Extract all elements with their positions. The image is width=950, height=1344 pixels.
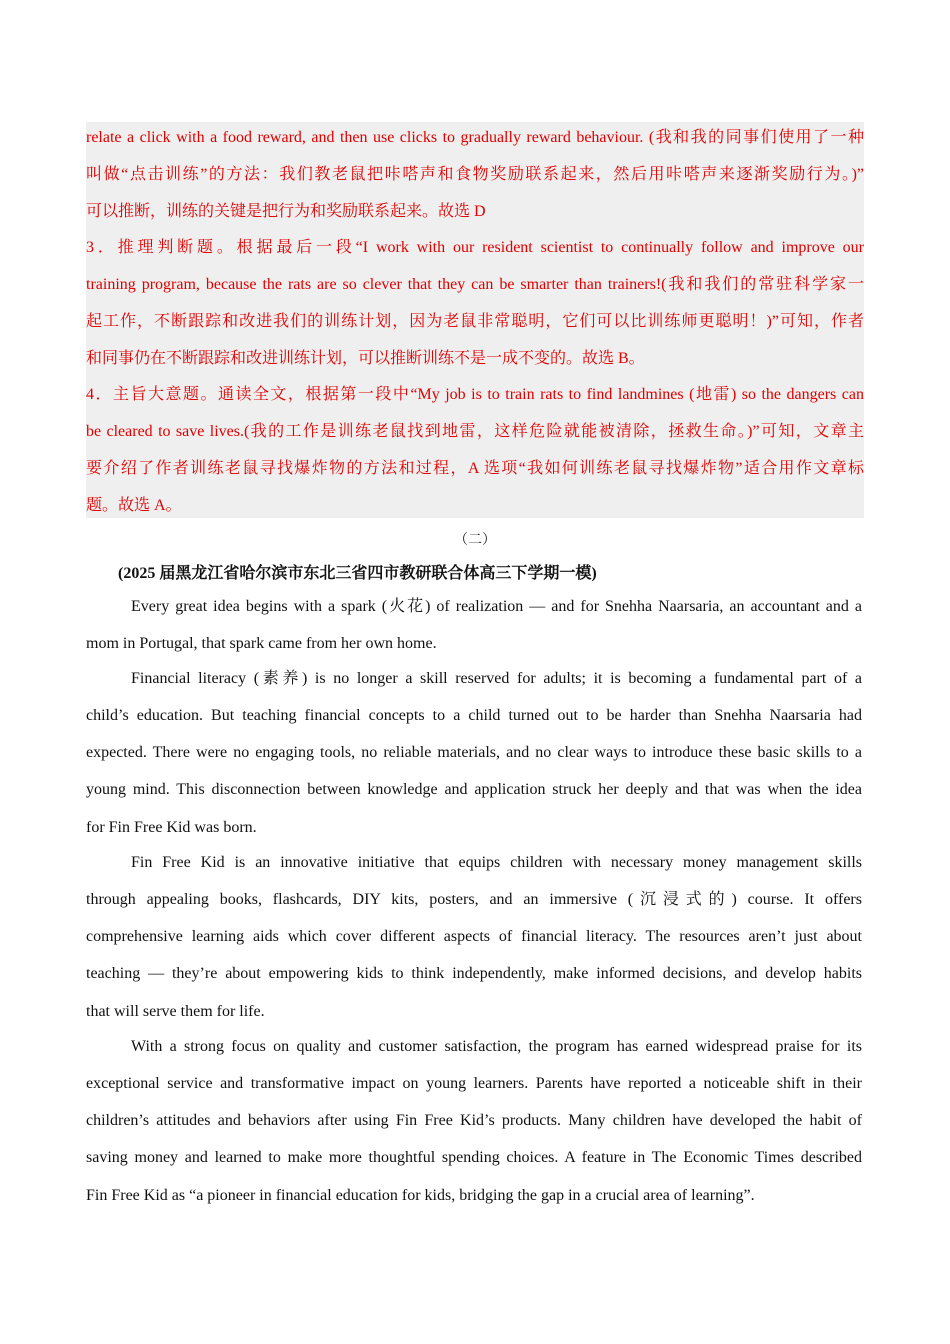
answer-line: 3．推理判断题。根据最后一段“I work with our resident scientist to continually follow and improve our bbox=[86, 239, 864, 256]
answer-line: 起工作，不断跟踪和改进我们的训练计划，因为老鼠非常聪明，它们可以比训练师更聪明！)”可知，作者 bbox=[86, 313, 864, 330]
passage-line: Fin Free Kid is an innovative initiative that equips children with necessary money management skills bbox=[131, 854, 862, 871]
passage-line: children’s attitudes and behaviors after using Fin Free Kid’s products. Many children have developed the habit of bbox=[86, 1112, 862, 1129]
passage-line: teaching — they’re about empowering kids to think independently, make informed decisions, and develop habits bbox=[86, 965, 862, 982]
answer-line: 和同事仍在不断跟踪和改进训练计划，可以推断训练不是一成不变的。故选 B。 bbox=[86, 350, 645, 367]
passage-line: for Fin Free Kid was born. bbox=[86, 819, 257, 836]
answer-line: 4．主旨大意题。通读全文，根据第一段中“My job is to train rats to find landmines (地雷) so the dangers can bbox=[86, 386, 864, 403]
passage-line: Financial literacy (素养) is no longer a skill reserved for adults; it is becoming a fundamental part of a bbox=[131, 670, 862, 687]
passage-line: through appealing books, flashcards, DIY kits, posters, and an immersive (沉浸式的) course. It offers bbox=[86, 891, 862, 908]
passage-line: young mind. This disconnection between knowledge and application struck her deeply and that was when the idea bbox=[86, 781, 862, 798]
answer-line: training program, because the rats are so clever that they can be smarter than trainers!(我和我们的常驻科学家一 bbox=[86, 276, 864, 293]
answer-line: 可以推断，训练的关键是把行为和奖励联系起来。故选 D bbox=[86, 203, 486, 220]
passage-line: child’s education. But teaching financial concepts to a child turned out to be harder than Snehha Naarsaria had bbox=[86, 707, 862, 724]
answer-line: be cleared to save lives.(我的工作是训练老鼠找到地雷，这样危险就能被清除，拯救生命。)”可知，文章主 bbox=[86, 423, 864, 440]
section-marker: （二） bbox=[454, 533, 496, 548]
passage-line: Every great idea begins with a spark (火花) of realization — and for Snehha Naarsaria, an accountant and a bbox=[131, 598, 862, 615]
answer-line: relate a click with a food reward, and then use clicks to gradually reward behaviour. (我和我的同事们使用了一种 bbox=[86, 129, 864, 146]
passage-line: mom in Portugal, that spark came from her own home. bbox=[86, 635, 437, 652]
passage-line: that will serve them for life. bbox=[86, 1003, 265, 1020]
answer-line: 叫做“点击训练”的方法：我们教老鼠把咔嗒声和食物奖励联系起来，然后用咔嗒声来逐渐奖励行为。)” bbox=[86, 166, 864, 183]
passage-line: With a strong focus on quality and customer satisfaction, the program has earned widespread praise for its bbox=[131, 1038, 862, 1055]
passage-line: Fin Free Kid as “a pioneer in financial education for kids, bridging the gap in a crucial area of learning”. bbox=[86, 1187, 755, 1204]
answer-line: 题。故选 A。 bbox=[86, 497, 182, 514]
passage-line: comprehensive learning aids which cover different aspects of financial literacy. The resources aren’t just about bbox=[86, 928, 862, 945]
source-citation: (2025 届黑龙江省哈尔滨市东北三省四市教研联合体高三下学期一模) bbox=[118, 565, 597, 582]
passage-line: expected. There were no engaging tools, no reliable materials, and no clear ways to introduce these basic skills to a bbox=[86, 744, 862, 761]
passage-line: saving money and learned to make more thoughtful spending choices. A feature in The Economic Times described bbox=[86, 1149, 862, 1166]
answer-line: 要介绍了作者训练老鼠寻找爆炸物的方法和过程，A 选项“我如何训练老鼠寻找爆炸物”适合用作文章标 bbox=[86, 460, 864, 477]
passage-line: exceptional service and transformative impact on young learners. Parents have reported a noticeable shift in their bbox=[86, 1075, 862, 1092]
